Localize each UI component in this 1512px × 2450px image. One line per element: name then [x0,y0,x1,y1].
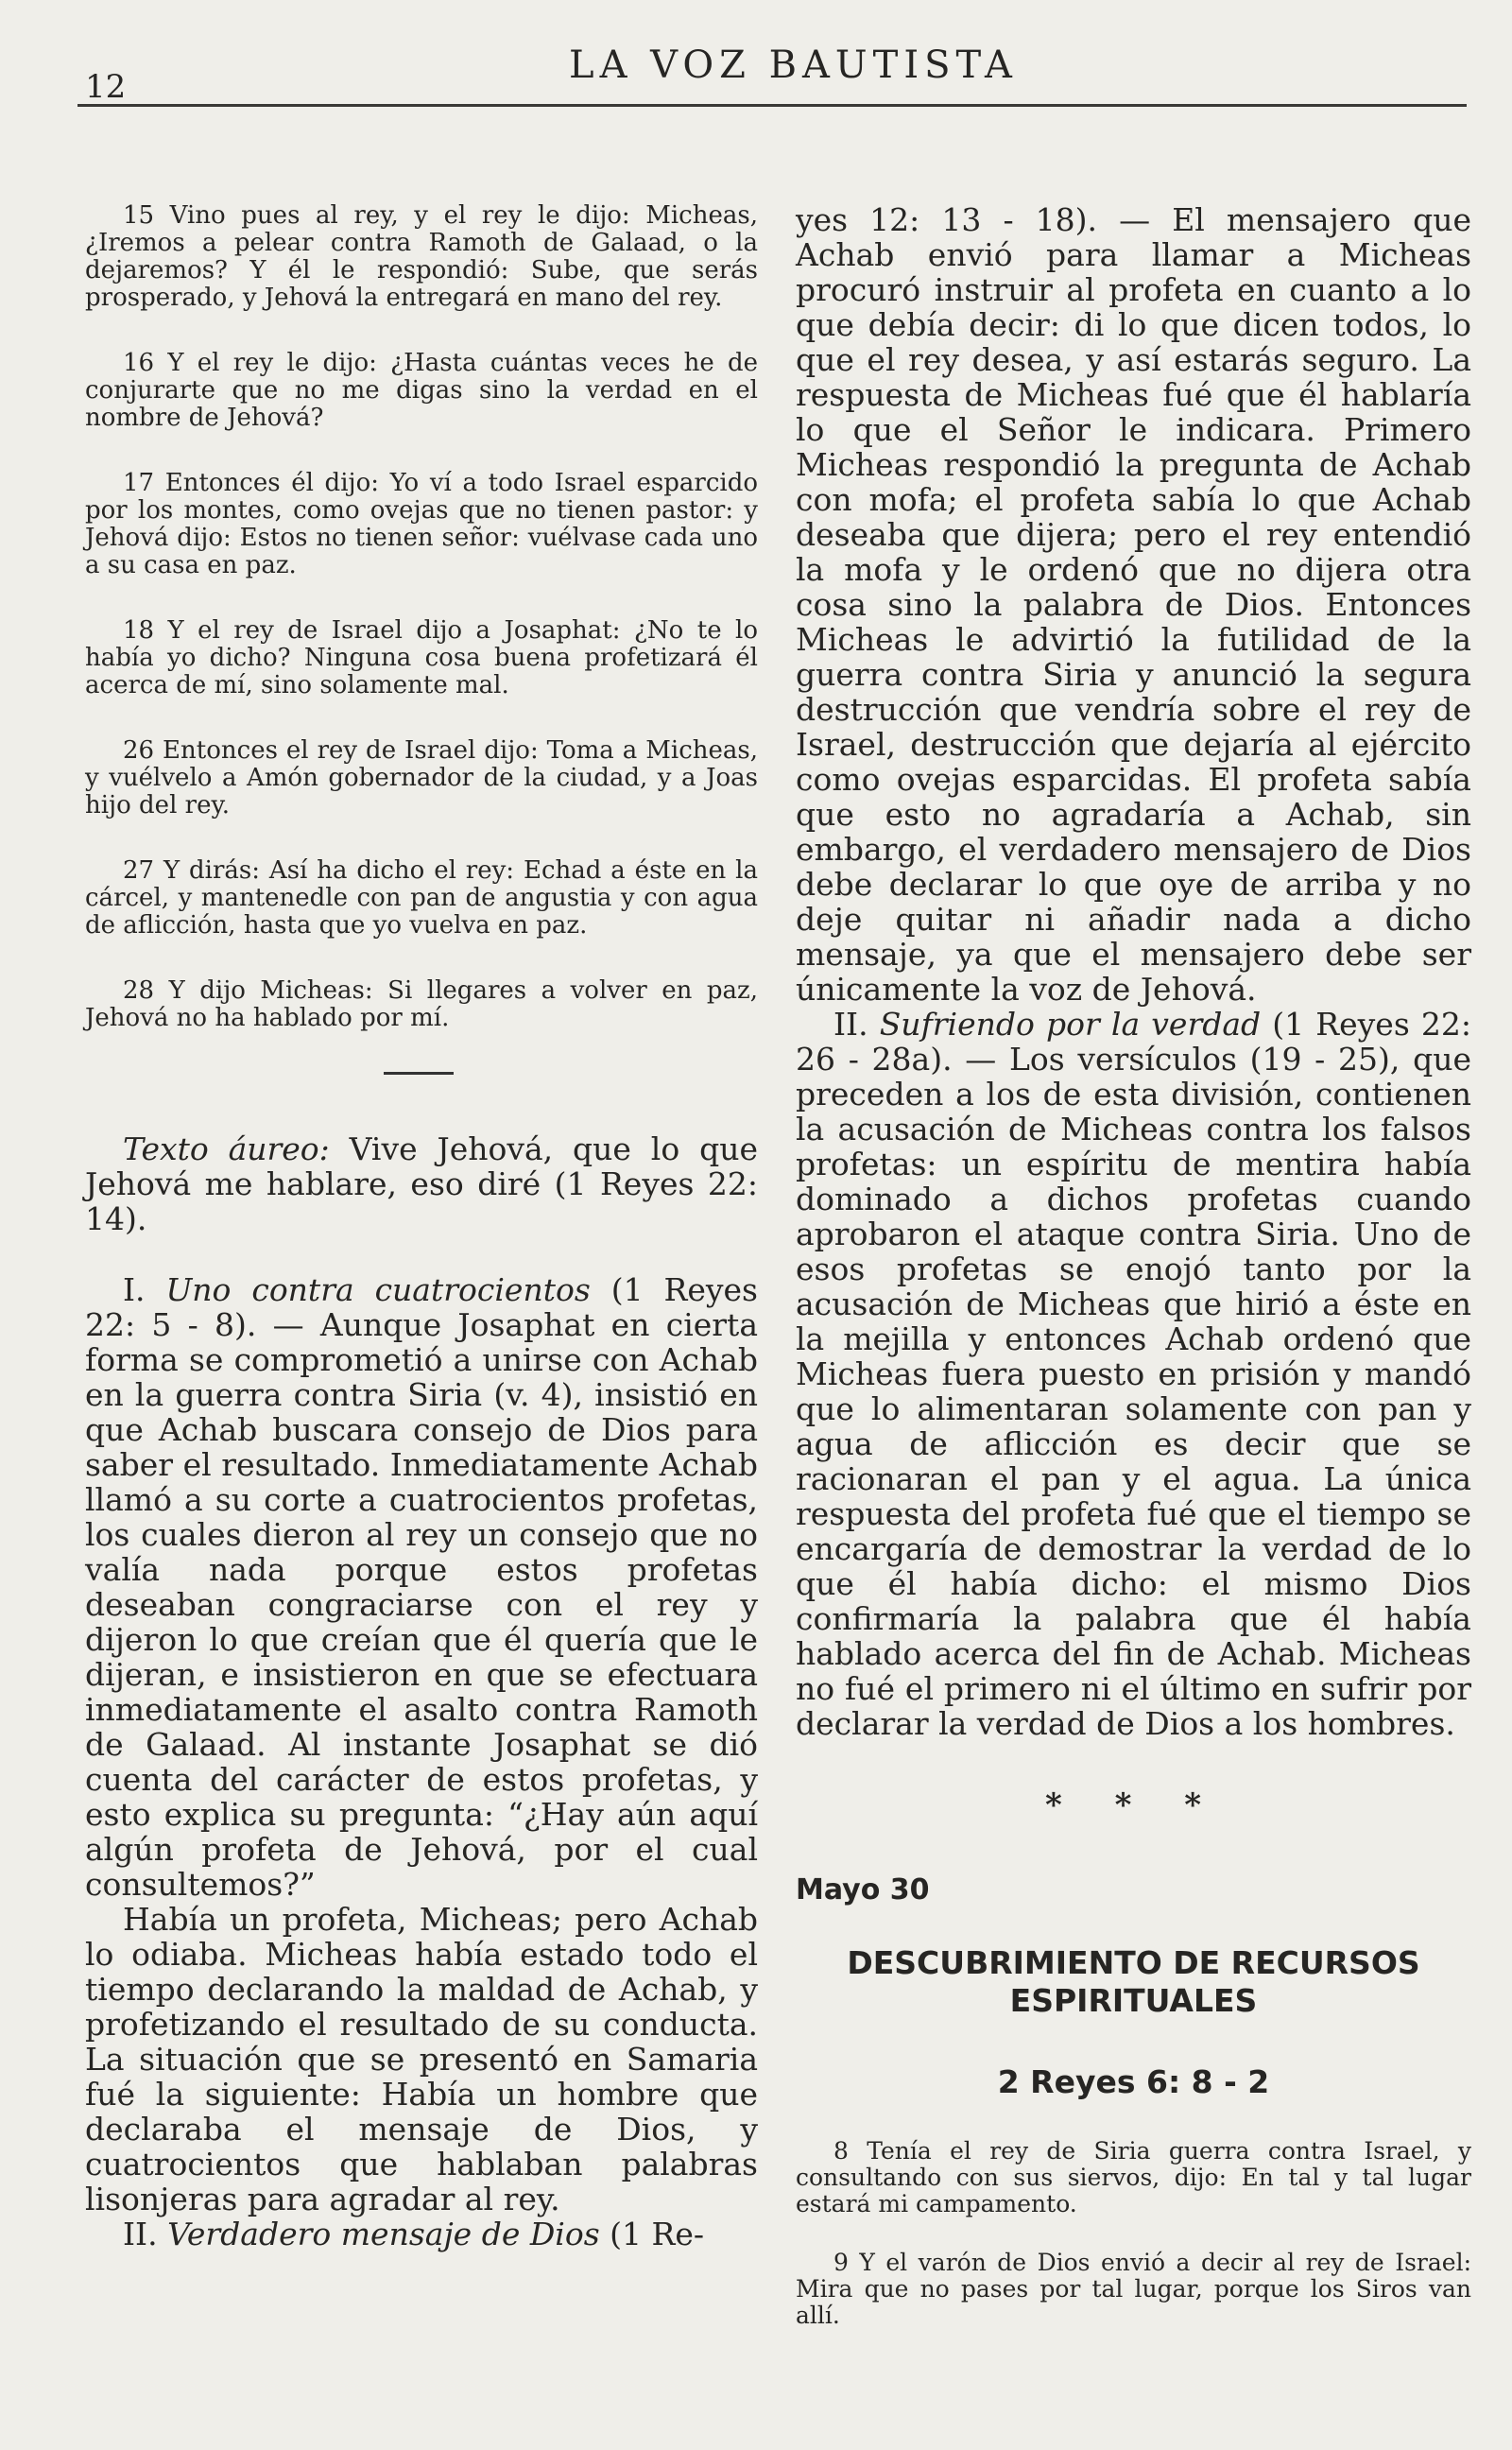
point-three-title: Sufriendo por la verdad [879,1006,1262,1043]
point-two-continuation: yes 12: 13 - 18). — El mensajero que Achab envió para llamar a Micheas procuró instruir al profeta en cuanto a lo que debía decir: di lo que dicen todos, lo que el rey desea, y así estarás seguro. La respuesta de Micheas fué que él hablaría lo que el Señor le indicara. Primero Micheas respondió la pregunta de Achab con mofa; el profeta sabía lo que Achab deseaba que dijera; pero el rey entendió la mofa y le ordenó que no dijera otra cosa sino la palabra de Dios. Entonces Micheas le advirtió la futilidad de la guerra contra Siria y anunció la segura destrucción que vendría sobre el rey de Israel, destrucción que dejaría al ejército como ovejas esparcidas. El profeta sabía que esto no agradaría a Achab, sin embargo, el verdadero mensajero de Dios debe declarar lo que oye de arriba y no deje quitar ni añadir nada a dicho mensaje, ya que el mensajero debe ser únicamente la voz de Jehová. [796,201,1471,1008]
point-two-title: Verdadero mensaje de Dios [167,2216,600,2252]
scripture-verse-16: 16 Y el rey le dijo: ¿Hasta cuántas veces he de conjurarte que no me digas sino la verdad en el nombre de Jehová? [85,349,758,432]
golden-text-label: Texto áureo: [123,1130,330,1167]
golden-text [85,1131,758,1236]
point-two-number: II. [123,2216,158,2252]
point-one-number: I. [123,1271,146,1308]
left-column [85,202,758,2252]
scripture-verse-8: 8 Tenía el rey de Siria guerra contra Israel, y consultando con sus siervos, dijo: En tal y tal lugar estará mi campamento. [796,2137,1471,2217]
point-two-start [85,2217,758,2252]
scripture-verse-27: 27 Y dirás: Así ha dicho el rey: Echad a éste en la cárcel, y mantenedle con pan de angustia y con agua de aflicción, hasta que yo vuelva en paz. [85,856,758,940]
point-three-number: II. [833,1006,868,1043]
golden-text-body: Vive Jehová, que lo que Jehová me hablare, eso diré (1 Reyes 22: 14). [85,1130,758,1237]
lesson-title [796,1944,1471,2020]
lesson-title-line-1: DESCUBRIMIENTO DE RECURSOS [847,1944,1420,1981]
separator-stars: * * * [1044,1786,1222,1824]
paragraph-two: Había un profeta, Micheas; pero Achab lo odiaba. Micheas había estado todo el tiempo declarando la maldad de Achab, y profetizando el resultado de su conducta. La situación que se presentó en Samaria fué la siguiente: Había un hombre que declaraba el mensaje de Dios, y cuatrocientos que hablaban palabras lisonjeras para agradar al rey. [85,1901,758,2217]
right-column [796,202,1471,2361]
scripture-verse-9: 9 Y el varón de Dios envió a decir al rey de Israel: Mira que no pases por tal lugar, porque los Siros van allí. [796,2249,1471,2329]
lesson-reference: 2 Reyes 6: 8 - 2 [997,2063,1270,2100]
page-header [77,38,1467,104]
point-one-title: Uno contra cuatrocientos [165,1271,591,1308]
point-two-body: (1 Re- [599,2216,705,2252]
scripture-verse-15: 15 Vino pues al rey, y el rey le dijo: Micheas, ¿Iremos a pelear contra Ramoth de Galaad, o la dejaremos? Y él le respondió: Sube, que serás prosperado, y Jehová la entregará en mano del rey. [85,201,758,312]
point-one-body: (1 Reyes 22: 5 - 8). — Aunque Josaphat en cierta forma se comprometió a unirse con Achab en la guerra contra Siria (v. 4), insistió en que Achab buscara consejo de Dios para saber el resultado. Inmediatamente Achab llamó a su corte a cuatrocientos profetas, los cuales dieron al rey un consejo que no valía nada porque estos profetas deseaban congraciarse con el rey y dijeron lo que creían que él quería que le dijeran, e insistieron en que se efectuara inmediatamente el asalto contra Ramoth de Galaad. Al instante Josaphat se dió cuenta del carácter de estos profetas, y esto explica su pregunta: “¿Hay aún aquí algún profeta de Jehová, por el cual consultemos?” [85,1271,758,1903]
page-number: 12 [85,68,127,106]
journal-title: LA VOZ BAUTISTA [569,43,1018,87]
lesson-title-line-2: ESPIRITUALES [1009,1982,1258,2019]
scripture-verse-28: 28 Y dijo Micheas: Si llegares a volver en paz, Jehová no ha hablado por mí. [85,976,758,1032]
scripture-verse-26: 26 Entonces el rey de Israel dijo: Toma a Micheas, y vuélvelo a Amón gobernador de la ciudad, y a Joas hijo del rey. [85,736,758,820]
point-one [85,1272,758,1902]
header-rule [77,104,1467,107]
point-three-body: (1 Reyes 22: 26 - 28a). — Los versículos (19 - 25), que preceden a los de esta división, contienen la acusación de Micheas contra los falsos profetas: un espíritu de mentira había dominado a dichos profetas cuando aprobaron el ataque contra Siria. Uno de esos profetas se enojó tanto por la acusación de Micheas que hirió a éste en la mejilla y entonces Achab ordenó que Micheas fuera puesto en prisión y mandó que lo alimentaran solamente con pan y agua de aflicción es decir que se racionaran el pan y el agua. La única respuesta del profeta fué que el tiempo se encargaría de demostrar la verdad de lo que él había dicho: el mismo Dios confirmaría la palabra que él había hablado acerca del fin de Achab. Micheas no fué el primero ni el último en sufrir por declarar la verdad de Dios a los hombres. [796,1006,1471,1742]
lesson-date: Mayo 30 [796,1873,930,1907]
scripture-verse-18: 18 Y el rey de Israel dijo a Josaphat: ¿No te lo había yo dicho? Ninguna cosa buena profetizará él acerca de mí, sino solamente mal. [85,616,758,699]
point-three [796,1007,1471,1741]
section-divider [384,1072,454,1075]
scripture-verse-17: 17 Entonces él dijo: Yo ví a todo Israel esparcido por los montes, como ovejas que no tienen pastor: y Jehová dijo: Estos no tienen señor: vuélvase cada uno a su casa en paz. [85,469,758,579]
